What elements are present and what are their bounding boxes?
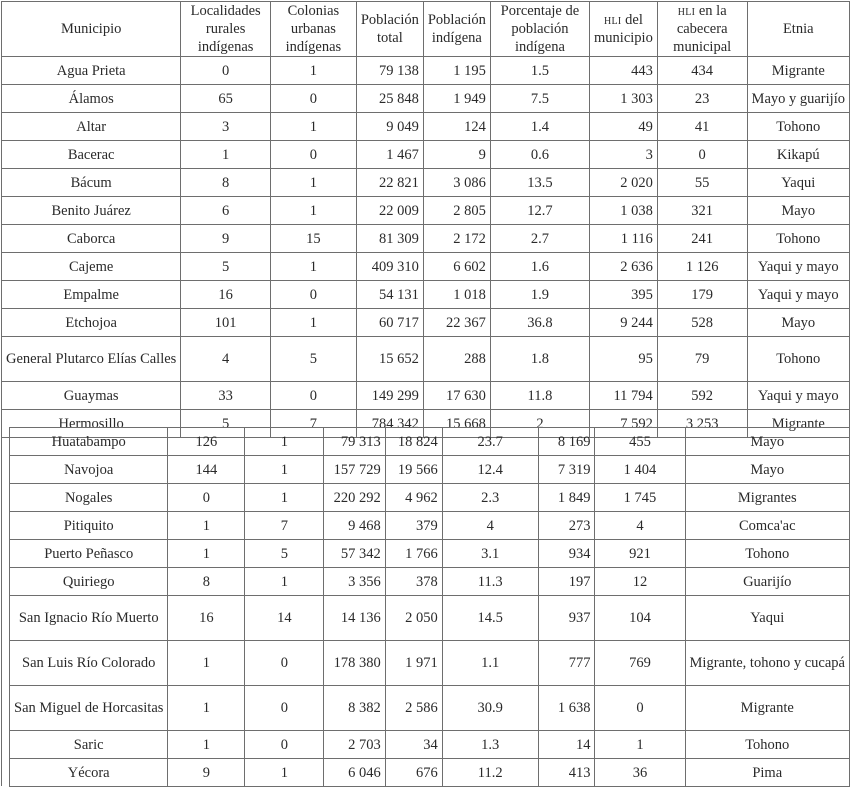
- cell-colonias-urbanas: 0: [270, 382, 356, 410]
- cell-poblacion-indigena: 17 630: [423, 382, 490, 410]
- cell-localidades-rurales: 16: [181, 281, 271, 309]
- cell-etnia: Tohono: [747, 113, 849, 141]
- cell-localidades-rurales: 1: [168, 686, 245, 731]
- cell-poblacion-total: 54 131: [356, 281, 423, 309]
- cell-localidades-rurales: 1: [168, 512, 245, 540]
- cell-porcentaje: 12.4: [442, 456, 538, 484]
- cell-poblacion-total: 81 309: [356, 225, 423, 253]
- cell-hli-municipio: 49: [590, 113, 658, 141]
- cell-hli-cabecera: 0: [595, 686, 685, 731]
- cell-hli-cabecera: 1 745: [595, 484, 685, 512]
- cell-hli-municipio: 1 303: [590, 85, 658, 113]
- cell-porcentaje: 7.5: [490, 85, 589, 113]
- cell-municipio: Navojoa: [10, 456, 168, 484]
- cell-poblacion-total: 3 356: [324, 568, 385, 596]
- cell-hli-municipio: 395: [590, 281, 658, 309]
- cell-poblacion-total: 9 049: [356, 113, 423, 141]
- cell-poblacion-indigena: 6 602: [423, 253, 490, 281]
- cell-colonias-urbanas: 1: [270, 169, 356, 197]
- cell-colonias-urbanas: 0: [270, 281, 356, 309]
- cell-porcentaje: 1.6: [490, 253, 589, 281]
- header-row: [2, 2, 850, 57]
- cell-poblacion-indigena: 19 566: [385, 456, 442, 484]
- cell-poblacion-total: 60 717: [356, 309, 423, 337]
- cell-hli-municipio: 2 636: [590, 253, 658, 281]
- cell-etnia: Tohono: [685, 540, 850, 568]
- cell-hli-municipio: 1 638: [538, 686, 595, 731]
- cell-etnia: Mayo: [685, 456, 850, 484]
- header-poblacion-indigena: Población indígena: [423, 2, 490, 57]
- cell-poblacion-total: 220 292: [324, 484, 385, 512]
- cell-colonias-urbanas: 1: [245, 428, 324, 456]
- cell-porcentaje: 11.3: [442, 568, 538, 596]
- cell-municipio: Etchojoa: [2, 309, 181, 337]
- cell-hli-cabecera: 1 404: [595, 456, 685, 484]
- cell-municipio: San Ignacio Río Muerto: [10, 596, 168, 641]
- cell-colonias-urbanas: 1: [270, 309, 356, 337]
- cell-hli-municipio: 2 020: [590, 169, 658, 197]
- cell-localidades-rurales: 126: [168, 428, 245, 456]
- cell-etnia: Migrante: [685, 686, 850, 731]
- cell-etnia: Yaqui: [747, 169, 849, 197]
- cell-hli-municipio: 1 116: [590, 225, 658, 253]
- cell-etnia: Yaqui y mayo: [747, 382, 849, 410]
- cell-localidades-rurales: 101: [181, 309, 271, 337]
- table-row: [2, 169, 850, 197]
- cell-hli-cabecera: 769: [595, 641, 685, 686]
- cell-hli-municipio: 95: [590, 337, 658, 382]
- cell-colonias-urbanas: 1: [245, 484, 324, 512]
- table-row: [2, 85, 850, 113]
- cell-localidades-rurales: 1: [168, 540, 245, 568]
- cell-localidades-rurales: 1: [181, 141, 271, 169]
- cell-poblacion-indigena: 1 766: [385, 540, 442, 568]
- cell-hli-cabecera: 55: [657, 169, 747, 197]
- cell-porcentaje: 36.8: [490, 309, 589, 337]
- cell-etnia: Tohono: [685, 731, 850, 759]
- cell-poblacion-total: 79 313: [324, 428, 385, 456]
- cell-hli-municipio: 9 244: [590, 309, 658, 337]
- cell-colonias-urbanas: 15: [270, 225, 356, 253]
- cell-porcentaje: 1.3: [442, 731, 538, 759]
- cell-colonias-urbanas: 1: [245, 759, 324, 787]
- cell-etnia: Migrante: [747, 410, 849, 438]
- table-row: [2, 253, 850, 281]
- cell-poblacion-indigena: 34: [385, 731, 442, 759]
- cell-colonias-urbanas: 0: [245, 731, 324, 759]
- cell-hli-cabecera: 3 253: [657, 410, 747, 438]
- cell-porcentaje: 4: [442, 512, 538, 540]
- cell-hli-cabecera: 41: [657, 113, 747, 141]
- cell-municipio: Guaymas: [2, 382, 181, 410]
- cell-poblacion-indigena: 378: [385, 568, 442, 596]
- cell-porcentaje: 12.7: [490, 197, 589, 225]
- table-row: [10, 641, 850, 686]
- cell-porcentaje: 1.9: [490, 281, 589, 309]
- cell-municipio: Pitiquito: [10, 512, 168, 540]
- cell-municipio: Altar: [2, 113, 181, 141]
- cell-poblacion-indigena: 288: [423, 337, 490, 382]
- header-poblacion-total: Población total: [356, 2, 423, 57]
- cell-porcentaje: 2.7: [490, 225, 589, 253]
- cell-colonias-urbanas: 1: [270, 253, 356, 281]
- cell-municipio: General Plutarco Elías Calles: [2, 337, 181, 382]
- cell-poblacion-total: 784 342: [356, 410, 423, 438]
- cell-poblacion-indigena: 15 668: [423, 410, 490, 438]
- indigenous-population-table-part-2: [9, 427, 850, 787]
- cell-municipio: Saric: [10, 731, 168, 759]
- header-hli-municipio: [590, 2, 658, 57]
- cell-hli-cabecera: 0: [657, 141, 747, 169]
- cell-colonias-urbanas: 7: [245, 512, 324, 540]
- cell-poblacion-total: 25 848: [356, 85, 423, 113]
- cell-poblacion-total: 149 299: [356, 382, 423, 410]
- cell-etnia: Yaqui y mayo: [747, 281, 849, 309]
- cell-poblacion-total: 22 009: [356, 197, 423, 225]
- cell-localidades-rurales: 0: [181, 57, 271, 85]
- cell-localidades-rurales: 3: [181, 113, 271, 141]
- cell-localidades-rurales: 33: [181, 382, 271, 410]
- cell-colonias-urbanas: 1: [245, 456, 324, 484]
- cell-hli-municipio: 14: [538, 731, 595, 759]
- table-row: [10, 731, 850, 759]
- cell-poblacion-indigena: 676: [385, 759, 442, 787]
- cell-poblacion-total: 79 138: [356, 57, 423, 85]
- cell-municipio: Hermosillo: [2, 410, 181, 438]
- cell-hli-cabecera: 1: [595, 731, 685, 759]
- header-localidades-rurales: Localidades rurales indígenas: [181, 2, 271, 57]
- cell-etnia: Mayo: [747, 309, 849, 337]
- cell-colonias-urbanas: 1: [270, 113, 356, 141]
- cell-poblacion-indigena: 1 971: [385, 641, 442, 686]
- table-row: [10, 456, 850, 484]
- cell-poblacion-indigena: 9: [423, 141, 490, 169]
- cell-poblacion-indigena: 1 195: [423, 57, 490, 85]
- cell-hli-municipio: 273: [538, 512, 595, 540]
- cell-hli-municipio: 1 038: [590, 197, 658, 225]
- cell-colonias-urbanas: 0: [245, 641, 324, 686]
- cell-municipio: Empalme: [2, 281, 181, 309]
- header-porcentaje: Porcentaje de población indígena: [490, 2, 589, 57]
- cell-porcentaje: 3.1: [442, 540, 538, 568]
- header-municipio: Municipio: [2, 2, 181, 57]
- cell-poblacion-indigena: 379: [385, 512, 442, 540]
- cell-colonias-urbanas: 0: [270, 85, 356, 113]
- cell-etnia: Guarijío: [685, 568, 850, 596]
- cell-poblacion-indigena: 2 172: [423, 225, 490, 253]
- cell-hli-cabecera: 179: [657, 281, 747, 309]
- cell-localidades-rurales: 9: [181, 225, 271, 253]
- cell-municipio: Puerto Peñasco: [10, 540, 168, 568]
- table-row: [10, 484, 850, 512]
- cell-poblacion-indigena: 2 805: [423, 197, 490, 225]
- table-row: [10, 596, 850, 641]
- cell-etnia: Mayo y guarijío: [747, 85, 849, 113]
- cell-hli-municipio: 3: [590, 141, 658, 169]
- cell-municipio: Bácum: [2, 169, 181, 197]
- cell-localidades-rurales: 1: [168, 641, 245, 686]
- cell-localidades-rurales: 8: [181, 169, 271, 197]
- cell-localidades-rurales: 5: [181, 410, 271, 438]
- cell-localidades-rurales: 9: [168, 759, 245, 787]
- cell-municipio: San Miguel de Horcasitas: [10, 686, 168, 731]
- table-row: [2, 309, 850, 337]
- cell-hli-cabecera: 921: [595, 540, 685, 568]
- cell-municipio: Cajeme: [2, 253, 181, 281]
- cell-etnia: Pima: [685, 759, 850, 787]
- hli-cabecera-rest: en la cabecera municipal: [673, 3, 732, 55]
- cell-etnia: Mayo: [685, 428, 850, 456]
- cell-localidades-rurales: 5: [181, 253, 271, 281]
- cell-poblacion-total: 157 729: [324, 456, 385, 484]
- table-row: [2, 225, 850, 253]
- cell-municipio: Caborca: [2, 225, 181, 253]
- cell-porcentaje: 1.5: [490, 57, 589, 85]
- cell-hli-municipio: 197: [538, 568, 595, 596]
- cell-poblacion-total: 2 703: [324, 731, 385, 759]
- cell-colonias-urbanas: 5: [245, 540, 324, 568]
- cell-localidades-rurales: 16: [168, 596, 245, 641]
- cell-etnia: Tohono: [747, 337, 849, 382]
- cell-poblacion-total: 178 380: [324, 641, 385, 686]
- cell-hli-municipio: 413: [538, 759, 595, 787]
- cell-colonias-urbanas: 0: [245, 686, 324, 731]
- cell-hli-cabecera: 592: [657, 382, 747, 410]
- cell-etnia: Tohono: [747, 225, 849, 253]
- hli-municipio-rest: del municipio: [594, 12, 653, 46]
- cell-municipio: Álamos: [2, 85, 181, 113]
- cell-localidades-rurales: 0: [168, 484, 245, 512]
- cell-localidades-rurales: 6: [181, 197, 271, 225]
- cell-porcentaje: 30.9: [442, 686, 538, 731]
- table-left-rule: [1, 427, 2, 786]
- cell-poblacion-total: 15 652: [356, 337, 423, 382]
- cell-etnia: Migrante, tohono y cucapá: [685, 641, 850, 686]
- header-hli-cabecera: [657, 2, 747, 57]
- cell-hli-cabecera: 321: [657, 197, 747, 225]
- cell-localidades-rurales: 4: [181, 337, 271, 382]
- cell-porcentaje: 2.3: [442, 484, 538, 512]
- cell-colonias-urbanas: 1: [270, 197, 356, 225]
- table-row: [2, 113, 850, 141]
- cell-municipio: Quiriego: [10, 568, 168, 596]
- cell-localidades-rurales: 65: [181, 85, 271, 113]
- cell-poblacion-indigena: 18 824: [385, 428, 442, 456]
- cell-etnia: Yaqui: [685, 596, 850, 641]
- table-row: [10, 540, 850, 568]
- table-row: [10, 512, 850, 540]
- cell-poblacion-indigena: 4 962: [385, 484, 442, 512]
- cell-colonias-urbanas: 1: [270, 57, 356, 85]
- cell-hli-municipio: 11 794: [590, 382, 658, 410]
- cell-poblacion-indigena: 1 949: [423, 85, 490, 113]
- cell-hli-municipio: 1 849: [538, 484, 595, 512]
- table-row: [2, 141, 850, 169]
- cell-hli-municipio: 8 169: [538, 428, 595, 456]
- cell-hli-municipio: 443: [590, 57, 658, 85]
- cell-hli-municipio: 937: [538, 596, 595, 641]
- cell-porcentaje: 11.8: [490, 382, 589, 410]
- cell-localidades-rurales: 8: [168, 568, 245, 596]
- hli-abbrev: hli: [677, 3, 696, 19]
- table-row: [10, 686, 850, 731]
- table-row: [2, 197, 850, 225]
- cell-hli-cabecera: 36: [595, 759, 685, 787]
- cell-poblacion-indigena: 22 367: [423, 309, 490, 337]
- cell-hli-cabecera: 434: [657, 57, 747, 85]
- cell-colonias-urbanas: 1: [245, 568, 324, 596]
- cell-municipio: Bacerac: [2, 141, 181, 169]
- cell-colonias-urbanas: 0: [270, 141, 356, 169]
- cell-porcentaje: 13.5: [490, 169, 589, 197]
- cell-etnia: Kikapú: [747, 141, 849, 169]
- cell-etnia: Yaqui y mayo: [747, 253, 849, 281]
- cell-hli-municipio: 777: [538, 641, 595, 686]
- cell-poblacion-total: 9 468: [324, 512, 385, 540]
- cell-hli-cabecera: 528: [657, 309, 747, 337]
- hli-abbrev: hli: [603, 12, 622, 28]
- cell-localidades-rurales: 144: [168, 456, 245, 484]
- cell-poblacion-indigena: 124: [423, 113, 490, 141]
- cell-municipio: Yécora: [10, 759, 168, 787]
- cell-municipio: Agua Prieta: [2, 57, 181, 85]
- cell-poblacion-total: 57 342: [324, 540, 385, 568]
- cell-hli-cabecera: 104: [595, 596, 685, 641]
- cell-hli-municipio: 7 319: [538, 456, 595, 484]
- cell-municipio: Nogales: [10, 484, 168, 512]
- cell-municipio: Huatabampo: [10, 428, 168, 456]
- cell-colonias-urbanas: 5: [270, 337, 356, 382]
- cell-municipio: San Luis Río Colorado: [10, 641, 168, 686]
- cell-porcentaje: 2: [490, 410, 589, 438]
- cell-poblacion-indigena: 2 050: [385, 596, 442, 641]
- cell-etnia: Comca'ac: [685, 512, 850, 540]
- table-row: [2, 382, 850, 410]
- cell-hli-municipio: 934: [538, 540, 595, 568]
- table-row: [2, 281, 850, 309]
- cell-municipio: Benito Juárez: [2, 197, 181, 225]
- cell-poblacion-total: 8 382: [324, 686, 385, 731]
- cell-hli-cabecera: 241: [657, 225, 747, 253]
- table-row: [10, 428, 850, 456]
- cell-porcentaje: 1.4: [490, 113, 589, 141]
- cell-poblacion-total: 22 821: [356, 169, 423, 197]
- cell-hli-municipio: 7 592: [590, 410, 658, 438]
- cell-hli-cabecera: 79: [657, 337, 747, 382]
- cell-hli-cabecera: 12: [595, 568, 685, 596]
- table-row: [2, 337, 850, 382]
- cell-colonias-urbanas: 7: [270, 410, 356, 438]
- cell-porcentaje: 1.1: [442, 641, 538, 686]
- cell-poblacion-indigena: 3 086: [423, 169, 490, 197]
- cell-poblacion-indigena: 2 586: [385, 686, 442, 731]
- cell-poblacion-total: 1 467: [356, 141, 423, 169]
- cell-etnia: Migrantes: [685, 484, 850, 512]
- indigenous-population-table-part-1: [1, 1, 850, 438]
- cell-etnia: Migrante: [747, 57, 849, 85]
- cell-porcentaje: 1.8: [490, 337, 589, 382]
- cell-poblacion-total: 409 310: [356, 253, 423, 281]
- cell-hli-cabecera: 4: [595, 512, 685, 540]
- table-row: [10, 759, 850, 787]
- cell-poblacion-indigena: 1 018: [423, 281, 490, 309]
- cell-porcentaje: 23.7: [442, 428, 538, 456]
- cell-etnia: Mayo: [747, 197, 849, 225]
- header-etnia: Etnia: [747, 2, 849, 57]
- cell-porcentaje: 14.5: [442, 596, 538, 641]
- cell-porcentaje: 0.6: [490, 141, 589, 169]
- cell-localidades-rurales: 1: [168, 731, 245, 759]
- cell-poblacion-total: 14 136: [324, 596, 385, 641]
- table-row: [10, 568, 850, 596]
- cell-hli-cabecera: 1 126: [657, 253, 747, 281]
- cell-hli-cabecera: 23: [657, 85, 747, 113]
- cell-hli-cabecera: 455: [595, 428, 685, 456]
- cell-poblacion-total: 6 046: [324, 759, 385, 787]
- cell-colonias-urbanas: 14: [245, 596, 324, 641]
- cell-porcentaje: 11.2: [442, 759, 538, 787]
- header-colonias-urbanas: Colonias urbanas indígenas: [270, 2, 356, 57]
- table-row: [2, 57, 850, 85]
